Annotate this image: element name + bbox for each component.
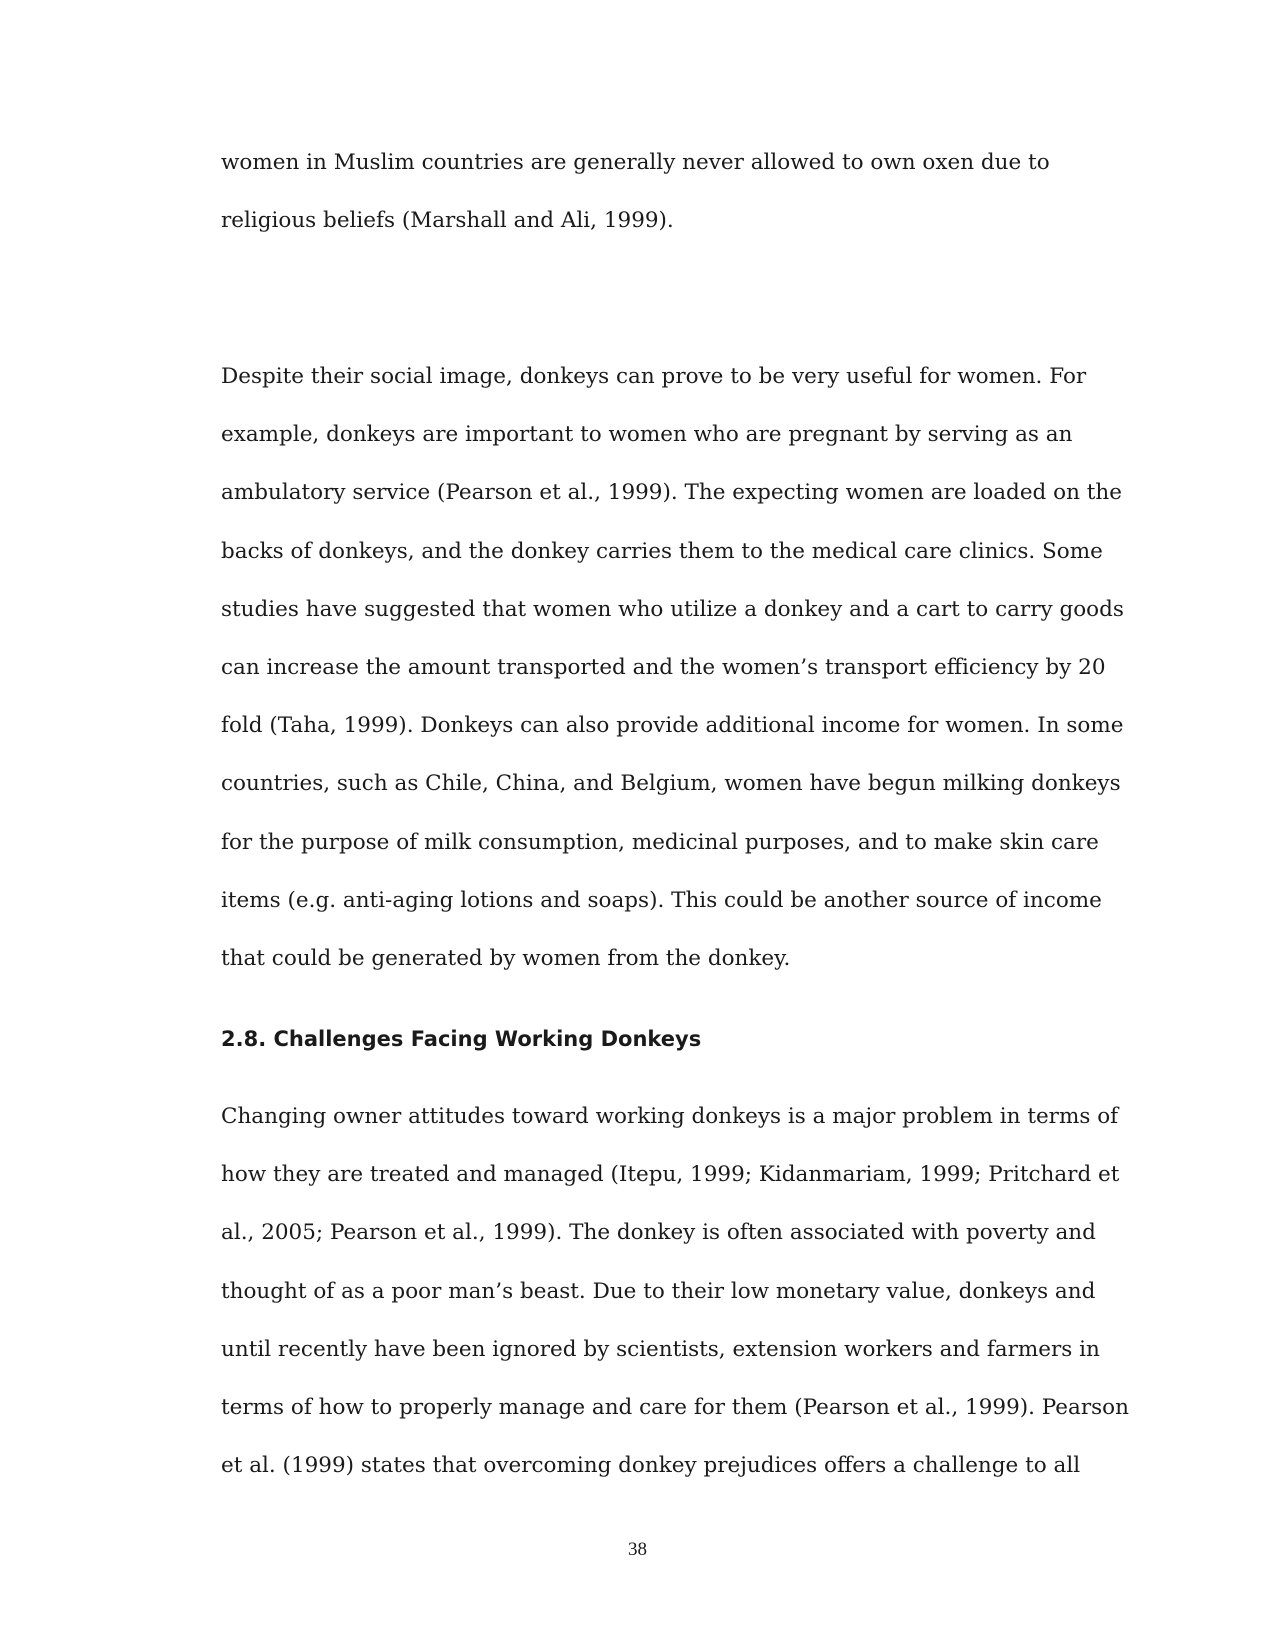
- text-line: Despite their social image, donkeys can prove to be very useful for women. For: [221, 364, 1087, 389]
- text-line: for the purpose of milk consumption, medicinal purposes, and to make skin care: [221, 829, 1099, 855]
- text-line: how they are treated and managed (Itepu, 1999; Kidanmariam, 1999; Pritchard et: [221, 1162, 1120, 1188]
- paragraph-owner-attitudes: [221, 1088, 1129, 1495]
- text-line: example, donkeys are important to women who are pregnant by serving as an: [221, 422, 1073, 448]
- text-line: ambulatory service (Pearson et al., 1999). The expecting women are loaded on the: [221, 480, 1122, 506]
- text-line: can increase the amount transported and the women’s transport efficiency by 20: [221, 654, 1106, 680]
- text-line: terms of how to properly manage and care for them (Pearson et al., 1999). Pearson: [221, 1394, 1129, 1420]
- text-line: al., 2005; Pearson et al., 1999). The donkey is often associated with poverty and: [221, 1220, 1096, 1246]
- text-line: women in Muslim countries are generally never allowed to own oxen due to: [221, 150, 1050, 175]
- text-line: fold (Taha, 1999). Donkeys can also provide additional income for women. In some: [221, 713, 1124, 739]
- text-line: that could be generated by women from the donkey.: [221, 945, 791, 971]
- text-line: countries, such as Chile, China, and Belgium, women have begun milking donkeys: [221, 771, 1121, 797]
- text-line: et al. (1999) states that overcoming donkey prejudices offers a challenge to all: [221, 1453, 1081, 1479]
- text-line: Changing owner attitudes toward working donkeys is a major problem in terms of: [221, 1104, 1119, 1129]
- section-heading: 2.8. Challenges Facing Working Donkeys: [221, 1027, 702, 1051]
- text-line: backs of donkeys, and the donkey carries them to the medical care clinics. Some: [221, 538, 1103, 564]
- page-number: 38: [628, 1539, 647, 1560]
- paragraph-donkeys-useful-for-women: [221, 348, 1124, 988]
- text-line: studies have suggested that women who utilize a donkey and a cart to carry goods: [221, 596, 1124, 622]
- text-line: thought of as a poor man’s beast. Due to their low monetary value, donkeys and: [221, 1278, 1096, 1304]
- paragraph-oxen-ownership: [221, 134, 1121, 250]
- text-line: religious beliefs (Marshall and Ali, 1999).: [221, 208, 674, 234]
- text-line: until recently have been ignored by scientists, extension workers and farmers in: [221, 1336, 1100, 1362]
- text-line: items (e.g. anti-aging lotions and soaps). This could be another source of income: [221, 887, 1102, 913]
